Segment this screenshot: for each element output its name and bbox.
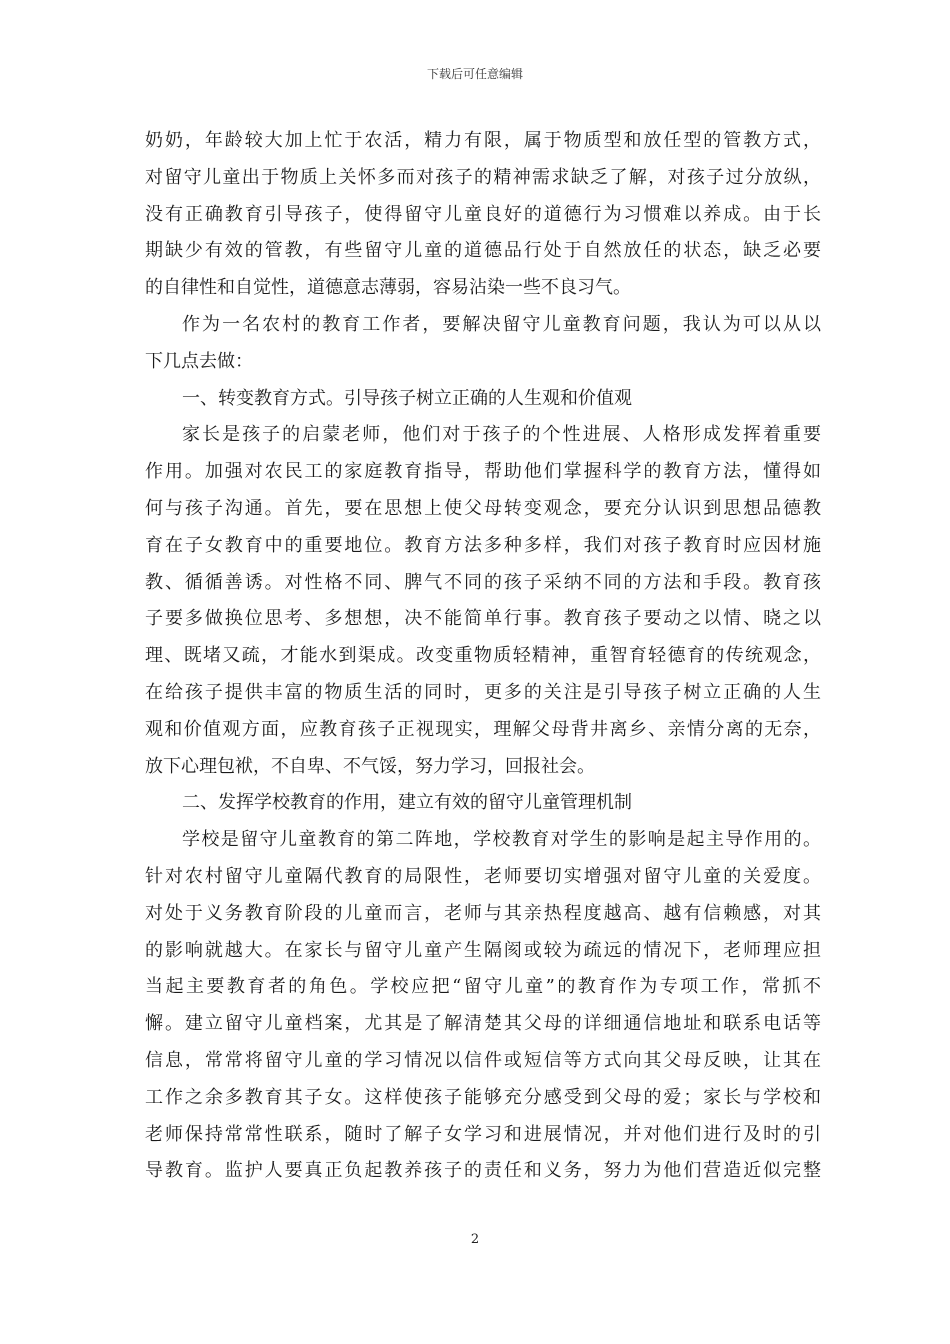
text-line: 工作之余多教育其子女。这样使孩子能够充分感受到父母的爱；家长与学校和 bbox=[145, 1086, 821, 1108]
text-line: 在给孩子提供丰富的物质生活的同时，更多的关注是引导孩子树立正确的人生 bbox=[145, 681, 821, 703]
text-line: 学校是留守儿童教育的第二阵地，学校教育对学生的影响是起主导作用的。 bbox=[182, 829, 821, 851]
text-line: 家长是孩子的启蒙老师，他们对于孩子的个性进展、人格形成发挥着重要 bbox=[182, 424, 821, 446]
text-line: 的自律性和自觉性，道德意志薄弱，容易沾染一些不良习气。 bbox=[145, 277, 631, 299]
section-heading: 一、转变教育方式。引导孩子树立正确的人生观和价值观 bbox=[182, 387, 632, 409]
text-line: 下几点去做： bbox=[145, 350, 253, 372]
document-body bbox=[145, 123, 821, 1190]
text-line: 导教育。监护人要真正负起教养孩子的责任和义务，努力为他们营造近似完整 bbox=[145, 1160, 821, 1182]
text-line: 当起主要教育者的角色。学校应把“留守儿童”的教育作为专项工作，常抓不 bbox=[145, 976, 821, 998]
text-line: 懈。建立留守儿童档案，尤其是了解清楚其父母的详细通信地址和联系电话等 bbox=[145, 1013, 821, 1035]
text-line: 没有正确教育引导孩子，使得留守儿童良好的道德行为习惯难以养成。由于长 bbox=[145, 203, 821, 225]
text-line: 放下心理包袱，不自卑、不气馁，努力学习，回报社会。 bbox=[145, 755, 595, 777]
section-heading: 二、发挥学校教育的作用，建立有效的留守儿童管理机制 bbox=[182, 792, 632, 814]
text-line: 理、既堵又疏，才能水到渠成。改变重物质轻精神，重智育轻德育的传统观念， bbox=[145, 645, 821, 667]
text-line: 何与孩子沟通。首先，要在思想上使父母转变观念，要充分认识到思想品德教 bbox=[145, 497, 821, 519]
text-line: 老师保持常常性联系，随时了解子女学习和进展情况，并对他们进行及时的引 bbox=[145, 1123, 821, 1145]
text-line: 对留守儿童出于物质上关怀多而对孩子的精神需求缺乏了解，对孩子过分放纵， bbox=[145, 166, 821, 188]
text-line: 观和价值观方面，应教育孩子正视现实，理解父母背井离乡、亲情分离的无奈， bbox=[145, 718, 821, 740]
text-line: 针对农村留守儿童隔代教育的局限性，老师要切实增强对留守儿童的关爱度。 bbox=[145, 865, 821, 887]
text-line: 作为一名农村的教育工作者，要解决留守儿童教育问题，我认为可以从以 bbox=[182, 313, 821, 335]
text-line: 作用。加强对农民工的家庭教育指导，帮助他们掌握科学的教育方法，懂得如 bbox=[145, 461, 821, 483]
text-line: 的影响就越大。在家长与留守儿童产生隔阂或较为疏远的情况下，老师理应担 bbox=[145, 939, 821, 961]
text-line: 期缺少有效的管教，有些留守儿童的道德品行处于自然放任的状态，缺乏必要 bbox=[145, 240, 821, 262]
text-line: 育在子女教育中的重要地位。教育方法多种多样，我们对孩子教育时应因材施 bbox=[145, 534, 821, 556]
text-line: 教、循循善诱。对性格不同、脾气不同的孩子采纳不同的方法和手段。教育孩 bbox=[145, 571, 821, 593]
text-line: 奶奶，年龄较大加上忙于农活，精力有限，属于物质型和放任型的管教方式， bbox=[145, 130, 821, 151]
text-line: 对处于义务教育阶段的儿童而言，老师与其亲热程度越高、越有信赖感，对其 bbox=[145, 902, 821, 924]
text-line: 信息，常常将留守儿童的学习情况以信件或短信等方式向其父母反映，让其在 bbox=[145, 1049, 821, 1071]
page-header: 下载后可任意编辑 bbox=[426, 67, 523, 81]
page-number: 2 bbox=[470, 1232, 480, 1247]
text-line: 子要多做换位思考、多想想，决不能简单行事。教育孩子要动之以情、晓之以 bbox=[145, 608, 821, 630]
